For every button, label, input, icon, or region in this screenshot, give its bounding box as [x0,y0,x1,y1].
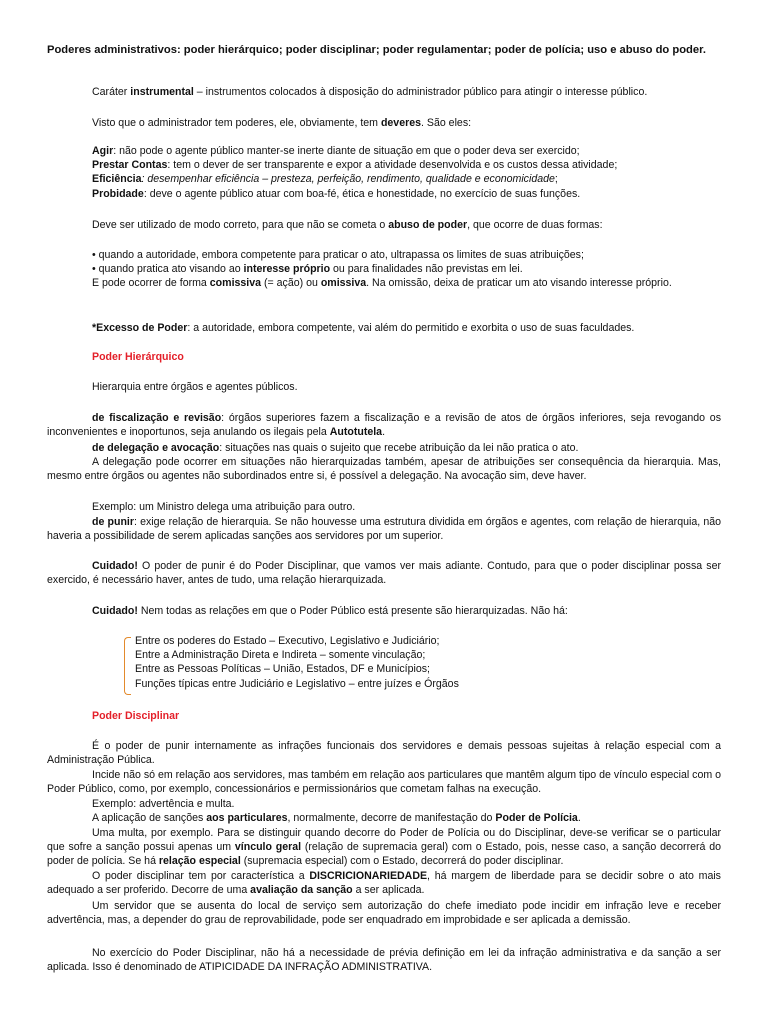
text: . Na omissão, deixa de praticar um ato visando interesse próprio. [366,277,672,289]
emphasis: Poder de Polícia [495,812,578,824]
text: : não pode o agente público manter-se inerte diante de situação em que o poder deva ser exercido; [113,145,580,157]
list-item: Entre os poderes do Estado – Executivo, Legislativo e Judiciário; [135,635,440,647]
emphasis: de punir [92,516,134,528]
emphasis: *Excesso de Poder [92,322,188,334]
paragraph-punir [47,515,721,543]
paragraph-multa-distincao [47,826,721,869]
emphasis: aos particulares [206,812,288,824]
paragraph-disciplinar-incide: Incide não só em relação aos servidores, mas também em relação aos particulares que mantêm algum tipo de vínculo especial com o Poder Público, como, por exemplo, concessionários e permissionários que cometam falhas na execução. [47,769,721,796]
emphasis: Cuidado! [92,560,138,572]
text: (supremacia especial) com o Estado, decorrerá do poder disciplinar. [240,855,564,868]
emphasis: omissiva [320,277,367,289]
emphasis: Autotutela [329,426,383,439]
term: Agir [92,145,114,157]
text: : tem o dever de ser transparente e expor a atividade desenvolvida e os custos dessa atividade; [167,159,618,172]
paragraph-delegacao-detalhe: A delegação pode ocorrer em situações não hierarquizadas também, apesar de atribuições ser consequência da hierarquia. Mas, mesmo entre órgãos ou agentes não subordinados entre si, é possível a delegação. Na avocação sim, deve haver. [47,456,721,483]
paragraph-hierarquia: Hierarquia entre órgãos e agentes públicos. [92,381,298,393]
text: , normalmente, decorre de manifestação do [287,812,496,824]
text: a ser aplicada. [352,884,425,897]
heading-poder-disciplinar: Poder Disciplinar [92,710,180,722]
term: Eficiência [92,173,142,186]
paragraph-sancoes-particulares [47,811,766,825]
text: . [577,812,581,824]
text: : deve o agente público atuar com boa-fé, ética e honestidade, no exercício de suas funções. [143,187,581,200]
text: Deve ser utilizado de modo correto, para que não se cometa o [92,219,389,231]
emphasis: de delegação e avocação [92,442,220,454]
text: , que ocorre de duas formas: [467,219,603,231]
text: O poder disciplinar tem por característica a [92,870,310,882]
paragraph-abuso-intro [47,218,766,232]
paragraph-servidor-ausente: Um servidor que se ausenta do local de serviço sem autorização do chefe imediato pode incidir em infração leve e receber advertência, mas, a depender do grau de reprovabilidade, pode ser enquadrado em improbidade e ser aplicada a demissão. [47,900,721,927]
abuso-item-1: • quando a autoridade, embora competente para praticar o ato, ultrapassa os limites de suas atribuições; [92,249,584,261]
document-title: Poderes administrativos: poder hierárquico; poder disciplinar; poder regulamentar; poder de polícia; uso e abuso do poder. [47,44,706,56]
text: . São eles: [421,117,472,129]
text: : situações nas quais o sujeito que recebe atribuição da lei não pratica o ato. [219,442,579,454]
emphasis: interesse próprio [243,263,331,275]
paragraph-exemplo-multa: Exemplo: advertência e multa. [92,798,235,810]
paragraph-comissiva [47,276,721,290]
text: : a autoridade, embora competente, vai além do permitido e exorbita o uso de suas faculdades. [187,322,635,334]
emphasis: instrumental [130,86,194,98]
text: E pode ocorrer de forma [92,277,210,289]
text: Uma multa, por exemplo. Para se distinguir quando decorre do Poder de Polícia ou do Disciplinar, deve-se verificar se o particular que sofre a sanção possui apenas um [47,827,721,854]
text: , há margem de liberdade para se decidir sobre o ato mais adequado a ser proferido. Decorre de uma [47,870,721,897]
list-item [92,187,766,201]
emphasis: relação especial [158,855,241,868]
text: ; [554,173,558,186]
term: Prestar Contas [92,159,168,172]
emphasis: vínculo geral [234,841,302,854]
paragraph-instrumental [47,85,766,99]
abuso-item-2 [47,262,766,276]
emphasis: de fiscalização e revisão [92,412,222,424]
text: Caráter [92,86,131,98]
list-item [92,158,766,172]
text: • quando pratica ato visando ao [92,263,244,275]
text: O poder de punir é do Poder Disciplinar, que vamos ver mais adiante. Contudo, para que o poder disciplinar possa ser exercido, é necessário haver, antes de tudo, uma relação hierarquizada. [47,560,721,587]
paragraph-discricionariedade [47,869,721,897]
text: : órgãos superiores fazem a fiscalização e a revisão de atos de órgãos inferiores, seja revogando os inconvenientes e inoportunos, seja anulando os ilegais pela [47,412,721,439]
emphasis: DISCRICIONARIEDADE [309,870,428,882]
emphasis: deveres [380,117,421,129]
list-item: Entre a Administração Direta e Indireta – somente vinculação; [135,649,426,662]
paragraph-deveres-intro [47,116,766,130]
list-item: Funções típicas entre Judiciário e Legislativo – entre juízes e Órgãos [135,677,459,690]
deveres-list [47,144,766,201]
emphasis: comissiva [209,277,262,289]
text: (= ação) ou [261,277,321,289]
text: A aplicação de sanções [92,812,207,824]
text: ou para finalidades não previstas em lei. [330,263,523,275]
nao-ha-list [135,634,695,691]
paragraph-cuidado-2 [47,604,766,618]
emphasis: Cuidado! [92,605,138,617]
text: Nem todas as relações em que o Poder Público está presente são hierarquizadas. Não há: [137,605,568,617]
list-item: Entre as Pessoas Políticas – União, Estados, DF e Municípios; [135,663,430,676]
text: (relação de supremacia geral) com o Estado, pois, nesse caso, a sanção decorrerá do poder de polícia. Se há [47,841,721,868]
paragraph-fiscalizacao [47,411,721,439]
bracket-icon [124,637,131,695]
term: Probidade [92,187,144,200]
list-item [92,172,766,186]
paragraph-cuidado-1 [47,559,721,587]
text: : exige relação de hierarquia. Se não houvesse uma estrutura dividida em órgãos e agentes, com relação de hierarquia, não haveria a possibilidade de serem aplicadas sanções aos servidores por um superior. [47,516,721,543]
text: – instrumentos colocados à disposição do administrador público para atingir o interesse público. [193,86,648,98]
paragraph-atipicidade: No exercício do Poder Disciplinar, não há a necessidade de prévia definição em lei da infração administrativa e da sanção a ser aplicada. Isso é denominado de ATIPICIDADE DA INFRAÇÃO ADMINISTRATIVA. [47,947,721,974]
text: : desempenhar eficiência – presteza, perfeição, rendimento, qualidade e economicidade [141,173,555,186]
emphasis: avaliação da sanção [250,884,353,897]
text: . [382,426,386,439]
heading-poder-hierarquico: Poder Hierárquico [92,351,184,363]
paragraph-excesso [47,321,766,335]
paragraph-disciplinar-definicao: É o poder de punir internamente as infrações funcionais dos servidores e demais pessoas sujeitas à relação especial com a Administração Pública. [47,740,721,767]
paragraph-delegacao [47,441,766,455]
list-item [92,144,766,158]
emphasis: abuso de poder [388,219,468,231]
text: Visto que o administrador tem poderes, ele, obviamente, tem [92,117,381,129]
paragraph-exemplo-ministro: Exemplo: um Ministro delega uma atribuição para outro. [92,501,356,513]
